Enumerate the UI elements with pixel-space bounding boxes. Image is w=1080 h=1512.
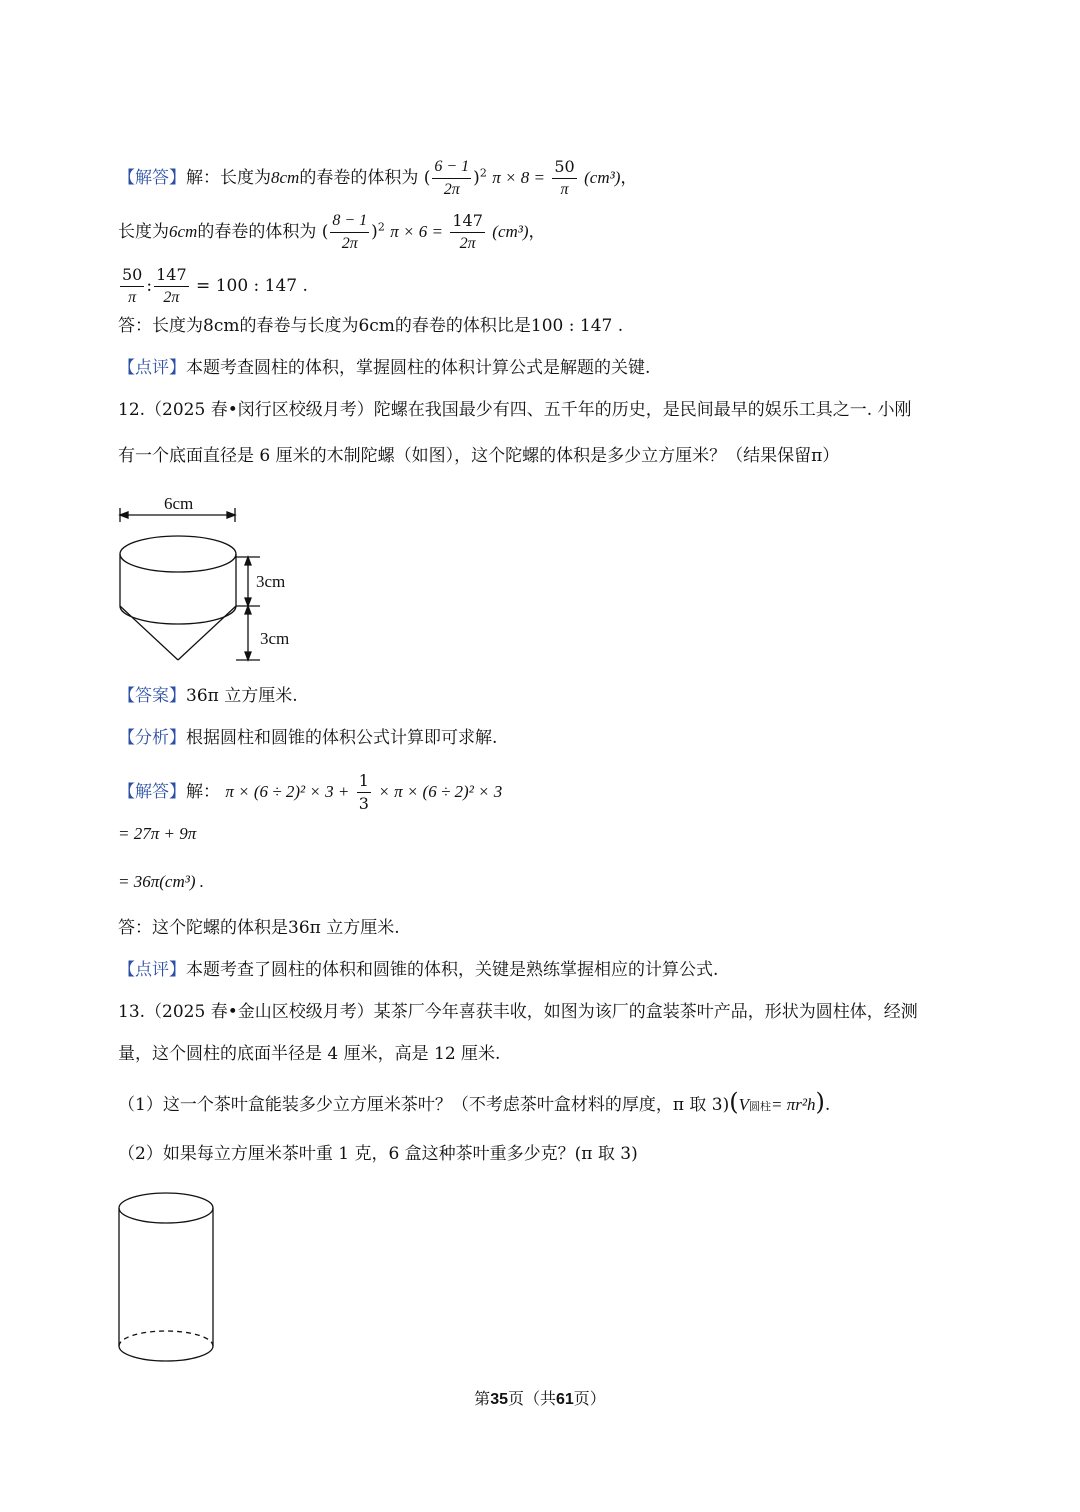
- solution11-answer: 答：长度为8cm的春卷与长度为6cm的春卷的体积比是100 : 147 .: [118, 316, 624, 336]
- problem12-step2: = 36π(cm³) .: [118, 872, 204, 891]
- length-value: 8cm: [271, 168, 300, 187]
- problem13-line1: 13.（2025 春•金山区校级月考）某茶厂今年喜获丰收，如图为该厂的盒装茶叶产品，形状为圆柱体，经测: [118, 1002, 918, 1022]
- page-footer: 第35页（共61页）: [474, 1389, 606, 1408]
- text: 的春卷的体积为: [299, 168, 419, 188]
- problem13-q1: （1）这一个茶叶盒能装多少立方厘米茶叶？（不考虑茶叶盒材料的厚度，π 取 3)(V圆柱= πr²h).: [118, 1088, 831, 1116]
- fraction: $\frac{8 - 1}{2\pi}$: [332, 212, 368, 252]
- fraction: $\frac{147}{2\pi}$: [156, 265, 187, 306]
- width-label: 6cm: [164, 494, 194, 513]
- tag-jieda: 【解答】: [118, 782, 186, 802]
- fraction: $\frac{147}{2\pi}$: [452, 211, 483, 252]
- tag-jieda: 【解答】: [118, 168, 186, 188]
- page-number: 35: [490, 1391, 508, 1408]
- fraction: $\frac{1}{3}$: [358, 771, 369, 813]
- fraction: $\frac{50}{\pi}$: [554, 157, 575, 198]
- solution11-line3: $\frac{50}{\pi}$ : $\frac{147}{2\pi}$ = 100 : 147 .: [118, 264, 308, 309]
- height2-label: 3cm: [260, 629, 290, 648]
- spinning-top-figure: [112, 488, 312, 668]
- problem12-step1: = 27π + 9π: [118, 824, 197, 843]
- problem13-line2: 量，这个圆柱的底面半径是 4 厘米，高是 12 厘米.: [118, 1044, 501, 1064]
- expr: π × 8 =: [492, 168, 545, 187]
- unit: (cm³): [584, 168, 621, 187]
- text: 解：长度为: [186, 168, 271, 188]
- problem12-analysis: 【分析】根据圆柱和圆锥的体积公式计算即可求解.: [118, 728, 498, 748]
- solution11-line1: 【解答】解：长度为8cm的春卷的体积为 ( $\frac{6 - 1}{2\pi}$ )$^2$ π × 8 = $\frac{50}{\pi}$ (cm³)，: [118, 156, 637, 201]
- tag-fenxi: 【分析】: [118, 728, 186, 748]
- problem12-review: 【点评】本题考查了圆柱的体积和圆锥的体积，关键是熟练掌握相应的计算公式.: [118, 960, 719, 980]
- tag-dianping: 【点评】: [118, 358, 186, 378]
- problem13-q2: （2）如果每立方厘米茶叶重 1 克，6 盒这种茶叶重多少克？(π 取 3): [118, 1144, 638, 1164]
- tea-cylinder-figure: [112, 1186, 222, 1372]
- fraction: $\frac{50}{\pi}$: [122, 265, 143, 306]
- tag-dianping: 【点评】: [118, 960, 186, 980]
- problem12-line2: 有一个底面直径是 6 厘米的木制陀螺（如图），这个陀螺的体积是多少立方厘米？（结果保留π）: [118, 446, 840, 466]
- solution11-review: 【点评】本题考查圆柱的体积，掌握圆柱的体积计算公式是解题的关键.: [118, 358, 651, 378]
- problem12-line1: 12.（2025 春•闵行区校级月考）陀螺在我国最少有四、五千年的历史，是民间最早的娱乐工具之一. 小刚: [118, 400, 912, 420]
- problem12-answer: 【答案】36π 立方厘米.: [118, 686, 298, 706]
- height1-label: 3cm: [256, 572, 286, 591]
- fraction: $\frac{6 - 1}{2\pi}$: [434, 158, 470, 198]
- solution11-line2: 长度为6cm的春卷的体积为 ( $\frac{8 - 1}{2\pi}$ )$^2$ π × 6 = $\frac{147}{2\pi}$ (cm³)，: [118, 210, 546, 255]
- problem12-solution: 【解答】解： π × (6 ÷ 2)² × 3 + $\frac{1}{3}$ × π × (6 ÷ 2)² × 3: [118, 771, 503, 813]
- problem12-final-answer: 答：这个陀螺的体积是36π 立方厘米.: [118, 918, 400, 938]
- total-pages: 61: [556, 1391, 574, 1408]
- tag-daan: 【答案】: [118, 686, 186, 706]
